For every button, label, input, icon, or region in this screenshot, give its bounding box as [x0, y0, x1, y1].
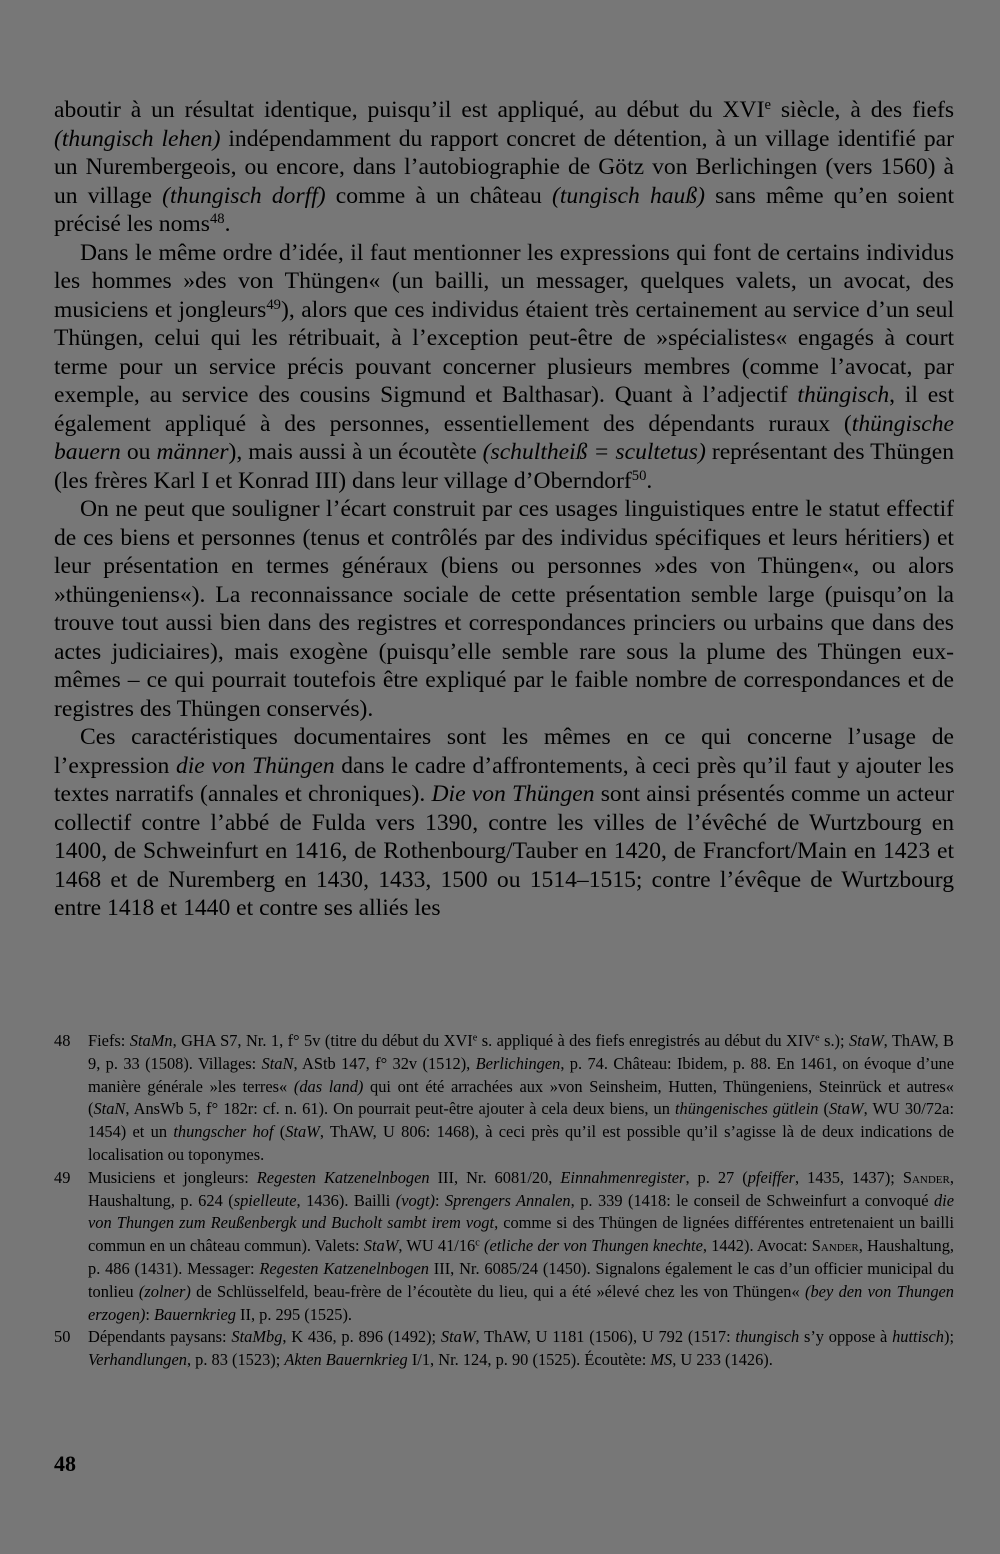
superscript: 50 [631, 467, 647, 484]
text-run: , ThAW, B 9, p. 33 (1508). Villages: [88, 1031, 954, 1073]
text-run: indépendamment du rapport concret de détention, à un village identifié par un Nurembergeois, ou encore, dans l’autobiographie de Götz von Berlichingen (vers 1560) à un village [54, 125, 954, 209]
paragraph [54, 495, 954, 723]
paragraph [54, 723, 954, 923]
text-run: , p. 27 ( [685, 1167, 748, 1187]
italic-text: (bey den von Thungen erzogen) [88, 1281, 955, 1324]
text-run: , AStb 147, f° 32v (1512), [293, 1053, 476, 1073]
footnote-text [88, 1167, 954, 1327]
text-run: ( [273, 1122, 286, 1142]
superscript: e [815, 1032, 820, 1044]
text-run: , WU 41/16 [398, 1236, 476, 1256]
italic-text: Akten Bauernkrieg [284, 1350, 408, 1370]
footnote-number: 50 [54, 1327, 71, 1347]
text-run: , ThAW, U 1181 (1506), U 792 (1517: [475, 1327, 736, 1347]
text-run: qui ont été arrachées aux »von Seinsheim, Hutten, Thüngeniens, Steinrück et autres« ( [88, 1076, 954, 1119]
text-run: s.); [819, 1031, 849, 1050]
text-run: , U 233 (1426). [672, 1350, 773, 1370]
italic-text: (tungisch hauß) [552, 182, 706, 209]
italic-text: Einnahmenregister [560, 1167, 686, 1187]
text-run: Dépendants paysans: [88, 1327, 232, 1347]
text-run: , GHA S7, Nr. 1, f° 5v (titre du début du XVI [172, 1031, 473, 1050]
text-run: , 1435, 1437); [795, 1167, 903, 1187]
text-run: , 1436). Bailli [296, 1190, 396, 1210]
italic-text: (thungisch dorff) [162, 182, 326, 209]
italic-text: Berlichingen [475, 1053, 561, 1073]
italic-text: Regesten Katzenelnbogen [259, 1258, 429, 1278]
author-name: Sander [902, 1167, 950, 1187]
italic-text: StaW [440, 1327, 476, 1347]
footnote [54, 1030, 954, 1167]
text-run: aboutir à un résultat identique, puisqu’il est appliqué, au début du XVI [54, 97, 765, 123]
italic-text: StaW [849, 1031, 884, 1050]
text-run: ( [818, 1099, 829, 1119]
author-name: Sander [811, 1236, 859, 1256]
main-text [54, 96, 954, 923]
text-run: siècle, à des fiefs [770, 97, 955, 123]
text-run: , p. 74. Château: Ibidem, p. 88. En 1461, on évoque d’une manière générale »les terres« [88, 1053, 955, 1096]
page-number: 48 [54, 1451, 76, 1476]
text-run: de Schlüsselfeld, beau-frère de l’écoutète du lieu, qui a été »élevé chez les von Thüngen« [190, 1281, 806, 1301]
italic-text: (das land) [293, 1076, 364, 1096]
text-run: II, p. 295 (1525). [235, 1304, 353, 1324]
italic-text: Sprengers Annalen [444, 1190, 571, 1210]
text-run: On ne peut que souligner l’écart construit par ces usages linguistiques entre le statut effectif de ces biens et personnes (tenus et contrôlés par des individus spécifiques et leurs héritiers) et leur présentation en termes généraux (biens ou personnes »des von Thüngen«, ou alors »thüngeniens«). La reconnaissance sociale de cette présentation semble large (puisqu’on la trouve tout aussi bien dans des registres et correspondances princiers ou urbains que dans des actes judiciaires), mais exogène (puisqu’elle semble rare sous la plume des Thüngen eux-mêmes – ce qui pourrait toutefois être expliqué par le faible nombre de correspondances et de registres des Thüngen conservés). [54, 496, 954, 722]
superscript: e [472, 1032, 478, 1044]
footnote [54, 1326, 954, 1372]
text-run: Dans le même ordre d’idée, il faut mentionner les expressions qui font de certains individus les hommes »des von Thüngen« (un bailli, un messager, quelques valets, un avocat, des musiciens et jongleurs [54, 239, 954, 323]
text-run: , WU 30/72a: 1454) et un [88, 1099, 954, 1142]
footnote-text [88, 1030, 954, 1167]
footnotes [54, 1030, 954, 1372]
italic-text: thüngische bauern [54, 410, 954, 465]
text-run: , Haushaltung, p. 486 (1431). Messager: [88, 1236, 954, 1278]
italic-text: spielleute [233, 1190, 297, 1210]
text-run: s. appliqué à des fiefs enregistrés au début du XIV [477, 1031, 816, 1050]
italic-text: StaW [285, 1122, 320, 1142]
italic-text: thungscher hof [173, 1122, 274, 1142]
paragraph [54, 96, 954, 239]
italic-text: (schultheiß = scultetus) [482, 439, 706, 465]
text-run: , Haushaltung, p. 624 ( [88, 1167, 954, 1210]
text-run: III, Nr. 6081/20, [429, 1167, 561, 1187]
italic-text: Regesten Katzenelnbogen [256, 1167, 430, 1187]
text-run: ), mais aussi à un écoutète [228, 439, 483, 465]
italic-text: (zolner) [138, 1281, 191, 1301]
italic-text: StaMn [129, 1031, 173, 1050]
text-run: : [145, 1304, 155, 1324]
text-run: . [646, 467, 653, 494]
italic-text: (etliche der von Thungen knechte [483, 1236, 703, 1256]
italic-text: StaN [261, 1053, 294, 1073]
italic-text: StaMbg [231, 1327, 283, 1347]
superscript: 49 [266, 296, 281, 313]
text-run: , AnsWb 5, f° 182r: cf. n. 61). On pourrait peut-être ajouter à cela deux biens, un [125, 1099, 675, 1119]
text-run: Ces caractéristiques documentaires sont les mêmes en ce qui concerne l’usage de l’expression [54, 724, 954, 779]
italic-text: StaN [93, 1099, 126, 1119]
italic-text: die von Thungen zum Reußenbergk und Bucholt sambt irem vogt [88, 1190, 954, 1233]
superscript: e [764, 96, 771, 113]
footnote-text [88, 1326, 954, 1372]
text-run: , ThAW, U 806: 1468), à ceci près qu’il est possible qu’il s’agisse là de deux indications de localisation ou toponymes. [88, 1122, 954, 1164]
italic-text: StaW [828, 1099, 864, 1119]
superscript: 48 [209, 210, 225, 227]
italic-text: thüngisch [797, 382, 890, 408]
text-run: ); [943, 1327, 954, 1347]
italic-text: Verhandlungen [88, 1350, 187, 1370]
text-run: dans le cadre d’affrontements, à ceci près qu’il faut y ajouter les textes narratifs (annales et chroniques). [54, 752, 955, 807]
italic-text: männer [156, 439, 229, 465]
text-run: : [434, 1190, 445, 1210]
superscript: c [475, 1237, 480, 1249]
italic-text: huttisch [892, 1327, 944, 1347]
italic-text: (vogt) [395, 1190, 435, 1210]
italic-text: Bauernkrieg [154, 1304, 236, 1324]
text-run: , K 436, p. 896 (1492); [282, 1327, 441, 1347]
italic-text: Die von Thüngen [431, 781, 595, 807]
text-run: s’y oppose à [799, 1327, 893, 1347]
italic-text: thungisch [735, 1327, 800, 1347]
footnote [54, 1167, 954, 1327]
footnote-number: 48 [54, 1031, 71, 1050]
italic-text: (thungisch lehen) [54, 125, 221, 152]
italic-text: StaW [363, 1236, 399, 1256]
text-run: sont ainsi présentés comme un acteur collectif contre l’abbé de Fulda vers 1390, contre les villes de l’évêché de Wurtzbourg en 1400, de Schweinfurt en 1416, de Rothenbourg/Tauber en 1420, de Francfort/Main en 1423 et 1468 et de Nuremberg en 1430, 1433, 1500 ou 1514–1515; contre l’évêque de Wurtzbourg entre 1418 et 1440 et contre ses alliés les [54, 781, 954, 921]
text-run: Musiciens et jongleurs: [88, 1167, 257, 1187]
text-run: sans même qu’en soient précisé les noms [54, 182, 955, 237]
text-run: , il est également appliqué à des personnes, essentiellement des dépendants ruraux ( [54, 382, 954, 437]
italic-text: pfeiffer [747, 1167, 796, 1187]
text-run: , p. 83 (1523); [186, 1350, 285, 1370]
text-run: III, Nr. 6085/24 (1450). Signalons également le cas d’un officier municipal du tonlieu [88, 1258, 954, 1301]
text-run: Fiefs: [88, 1031, 130, 1050]
text-run: ), alors que ces individus étaient très certainement au service d’un seul Thüngen, celui qui les rétribuait, à l’exception peut-être de »spécialistes« engagés à court terme pour un service précis pouvant concerner plusieurs membres (comme l’avocat, par exemple, au service des cousins Sigmund et Balthasar). Quant à l’adjectif [54, 296, 954, 408]
text-run: , 1442). Avocat: [702, 1236, 812, 1256]
paragraph [54, 239, 954, 496]
text-run: , comme si des Thüngen de lignées différentes entretenaient un bailli commun en un château commun). Valets: [88, 1213, 954, 1256]
italic-text: MS [650, 1350, 673, 1370]
italic-text: thüngenisches gütlein [675, 1099, 819, 1119]
footnote-number: 49 [54, 1167, 71, 1187]
text-run: I/1, Nr. 124, p. 90 (1525). Écoutète: [407, 1350, 651, 1370]
text-run: comme à un château [325, 182, 552, 209]
italic-text: die von Thüngen [175, 752, 335, 779]
text-run: . [224, 211, 231, 237]
text-run: ou [120, 439, 157, 465]
text-run: , p. 339 (1418: le conseil de Schweinfurt a convoqué [570, 1190, 934, 1210]
text-run: représentant des Thüngen (les frères Karl I et Konrad III) dans leur village d’Oberndorf [54, 439, 955, 494]
